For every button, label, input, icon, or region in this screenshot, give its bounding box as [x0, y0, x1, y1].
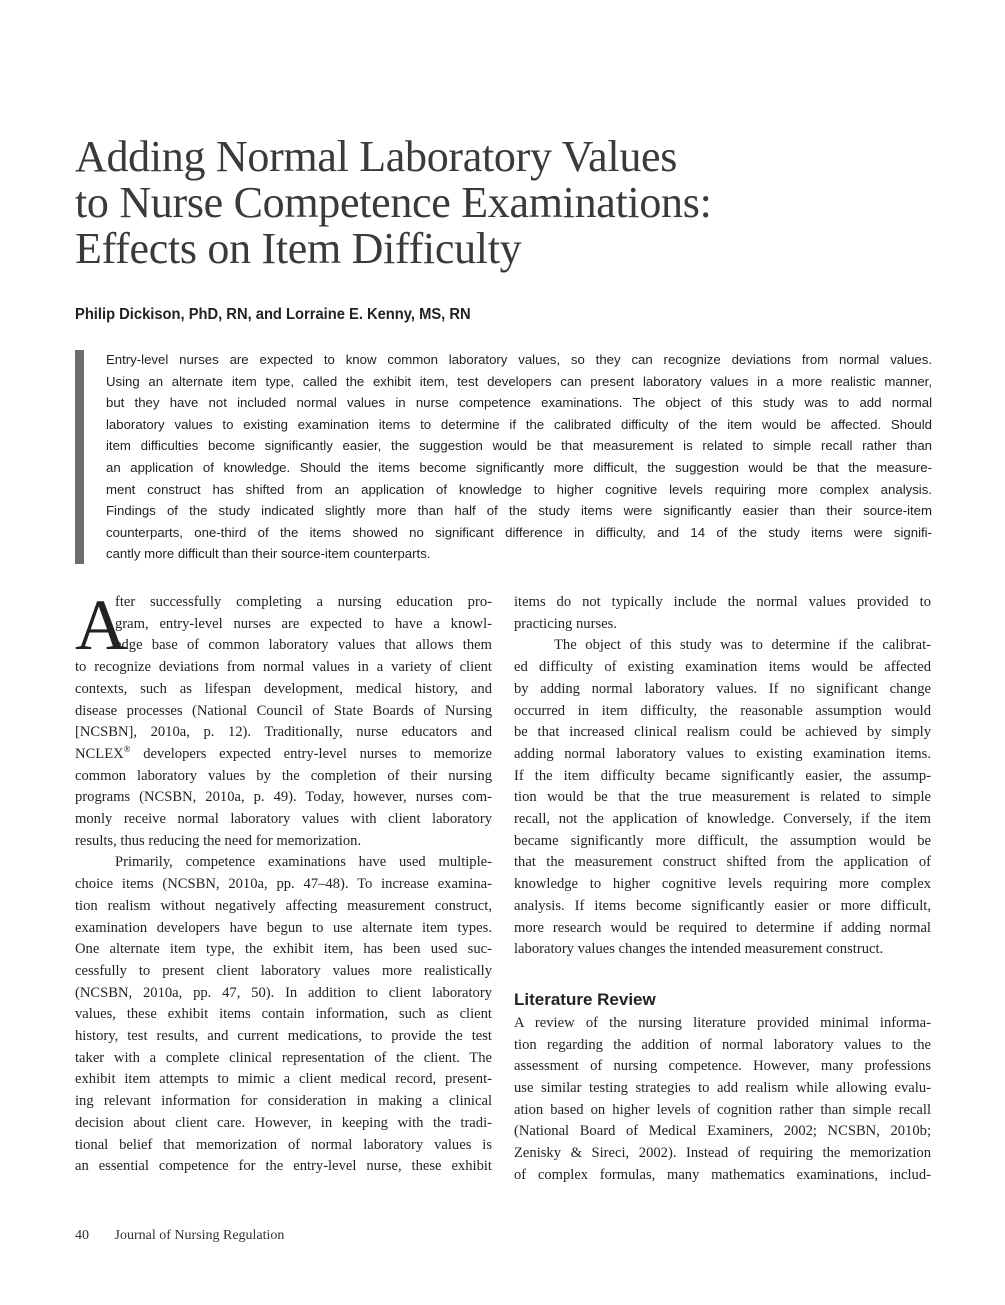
body-line: Primarily, competence examinations have used multiple-	[115, 854, 492, 871]
body-line: assessment of nursing competence. However, many professions	[514, 1058, 931, 1075]
abstract-line: item difficulties become significantly easier, the suggestion would be that measurement is related to simple recall rather than	[106, 438, 932, 454]
author-byline: Philip Dickison, PhD, RN, and Lorraine E. Kenny, MS, RN	[75, 306, 471, 323]
body-line: items do not typically include the normal values provided to	[514, 594, 931, 610]
body-line: (National Board of Medical Examiners, 2002; NCSBN, 2010b;	[514, 1123, 931, 1140]
body-line: [NCSBN], 2010a, p. 12). Traditionally, nurse educators and	[75, 724, 492, 741]
body-line: ing relevant information for consideration in making a clinical	[75, 1093, 492, 1110]
abstract-line: Using an alternate item type, called the exhibit item, test developers can present laboratory values in a more realistic manner,	[106, 373, 932, 389]
body-line: (NCSBN, 2010a, pp. 47, 50). In addition to client laboratory	[75, 984, 492, 1001]
abstract-accent-bar	[75, 350, 84, 564]
body-line: occurred in item difficulty, the reasonable assumption would	[514, 702, 931, 719]
body-line: be that increased clinical realism could be achieved by simply	[514, 724, 931, 741]
page-footer	[75, 1228, 284, 1244]
abstract-line: cantly more difficult than their source-item counterparts.	[106, 546, 431, 562]
page-number: 40	[75, 1228, 89, 1243]
body-line: gram, entry-level nurses are expected to have a knowl-	[115, 615, 492, 632]
body-line: A review of the nursing literature provided minimal informa-	[514, 1014, 931, 1031]
abstract-line: counterparts, one-third of the items showed no significant difference in difficulty, and 14 of the study items were signifi-	[106, 524, 932, 540]
article-title	[75, 134, 935, 272]
body-line: monly receive normal laboratory values with client laboratory	[75, 811, 492, 828]
abstract-line: laboratory values to existing examination items to determine if the calibrated difficulty of the item would be affected. Should	[106, 416, 932, 432]
body-line: of complex formulas, many mathematics examinations, includ-	[514, 1166, 931, 1183]
body-line: contexts, such as lifespan development, medical history, and	[75, 680, 492, 697]
body-line: recall, not the application of knowledge. Conversely, if the item	[514, 811, 931, 828]
body-line: exhibit item attempts to mimic a client medical record, present-	[75, 1071, 492, 1088]
body-line: tion regarding the addition of normal laboratory values to the	[514, 1036, 931, 1053]
body-line: analysis. If items become significantly easier or more difficult,	[514, 897, 931, 914]
abstract-line: Entry-level nurses are expected to know common laboratory values, so they can recognize deviations from normal values.	[106, 352, 932, 367]
body-line: laboratory values changes the intended measurement construct.	[514, 941, 884, 958]
body-line: history, test results, and current medications, to provide the test	[75, 1028, 492, 1045]
body-line: Zenisky & Sireci, 2002). Instead of requiring the memorization	[514, 1145, 931, 1162]
body-line: programs (NCSBN, 2010a, p. 49). Today, however, nurses com-	[75, 789, 492, 806]
body-line: One alternate item type, the exhibit item, has been used suc-	[75, 941, 492, 958]
body-line: values, these exhibit items contain information, such as client	[75, 1006, 492, 1023]
body-line: tion realism without negatively affecting measurement construct,	[75, 897, 492, 914]
body-line: disease processes (National Council of State Boards of Nursing	[75, 702, 492, 719]
body-line: common laboratory values by the completion of their nursing	[75, 767, 492, 784]
drop-cap: A	[75, 585, 127, 665]
body-line: The object of this study was to determine if the calibrat-	[554, 637, 931, 654]
body-line: to recognize deviations from normal values in a variety of client	[75, 659, 492, 676]
title-line: Adding Normal Laboratory Values	[75, 132, 678, 181]
body-line: results, thus reducing the need for memorization.	[75, 832, 362, 849]
body-line: that the measurement construct shifted from the application of	[514, 854, 931, 871]
body-column-left	[75, 585, 492, 1178]
title-line: to Nurse Competence Examinations:	[75, 178, 712, 227]
body-line: tion would be that the true measurement is related to simple	[514, 789, 931, 806]
body-line: cessfully to present client laboratory values more realistically	[75, 962, 492, 979]
abstract	[106, 349, 932, 565]
body-line: adding normal laboratory values to existing examination items.	[514, 745, 931, 762]
body-line: practicing nurses.	[514, 615, 617, 632]
body-line: choice items (NCSBN, 2010a, pp. 47–48). To increase examina-	[75, 876, 492, 893]
title-line: Effects on Item Difficulty	[75, 224, 522, 273]
body-line: tional belief that memorization of normal laboratory values is	[75, 1136, 492, 1153]
section-heading: Literature Review	[514, 989, 656, 1009]
body-line: ation based on higher levels of cognition rather than simple recall	[514, 1101, 931, 1118]
body-line: examination developers have begun to use alternate item types.	[75, 919, 492, 936]
journal-name: Journal of Nursing Regulation	[114, 1228, 285, 1243]
abstract-line: an application of knowledge. Should the items become significantly more difficult, the suggestion would be that the measure-	[106, 459, 932, 475]
abstract-line: ment construct has shifted from an application of knowledge to higher cognitive levels requiring more complex analysis.	[106, 481, 932, 497]
body-line: an essential competence for the entry-level nurse, these exhibit	[75, 1158, 492, 1175]
body-line: ed difficulty of existing examination items would be affected	[514, 659, 931, 676]
body-line: became significantly more difficult, the assumption would be	[514, 832, 931, 849]
body-line: use similar testing strategies to add realism while allowing evalu-	[514, 1080, 931, 1097]
body-column-right	[514, 592, 931, 1187]
body-line: decision about client care. However, in keeping with the tradi-	[75, 1114, 492, 1131]
body-line: knowledge to higher cognitive levels requiring more complex	[514, 876, 931, 893]
body-line: taker with a complete clinical representation of the client. The	[75, 1049, 492, 1066]
body-line: by adding normal laboratory values. If no significant change	[514, 680, 931, 697]
body-line: If the item difficulty became significantly easier, the assump-	[514, 767, 931, 784]
body-line: more research would be required to determine if adding normal	[514, 919, 931, 936]
body-line: NCLEX® developers expected entry-level nurses to memorize	[75, 744, 492, 762]
abstract-line: Findings of the study indicated slightly more than half of the study items were significantly easier than their source-item	[106, 503, 932, 519]
body-line: fter successfully completing a nursing education pro-	[115, 594, 492, 610]
body-line: edge base of common laboratory values that allows them	[115, 637, 492, 654]
abstract-line: but they have not included normal values in nurse competence examinations. The object of this study was to add normal	[106, 395, 932, 411]
